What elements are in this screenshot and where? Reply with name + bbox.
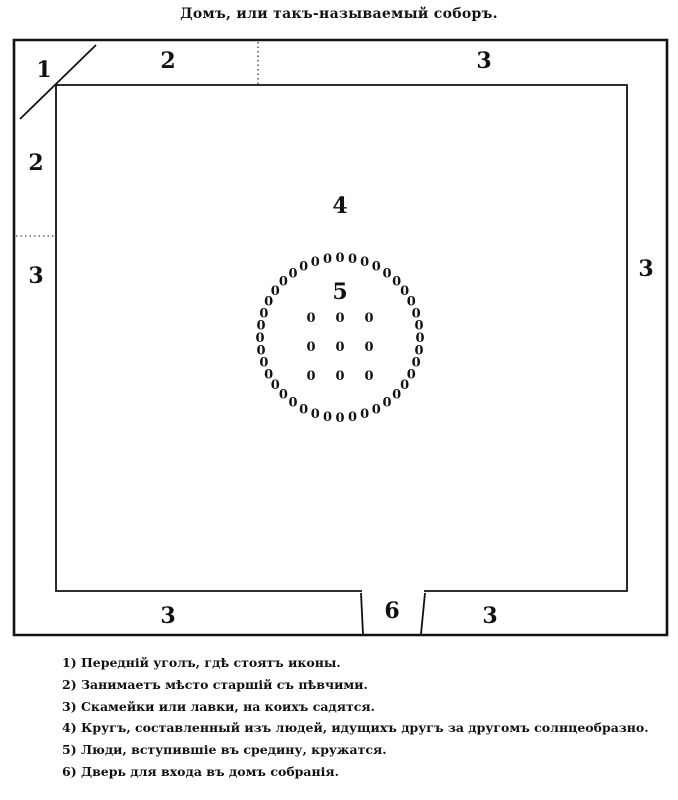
circle-person: 0 xyxy=(288,266,298,282)
circle-person: 0 xyxy=(264,294,274,310)
circle-person: 0 xyxy=(347,252,358,267)
circle-person: 0 xyxy=(270,284,280,299)
circle-person: 0 xyxy=(259,355,269,371)
circle-person: 0 xyxy=(256,318,266,334)
door-jamb-left xyxy=(361,593,363,634)
label-center-area: 4 xyxy=(332,193,348,219)
circle-person: 0 xyxy=(360,407,370,423)
inner-person: 0 xyxy=(335,369,345,384)
circle-person: 0 xyxy=(347,410,358,425)
circle-person: 0 xyxy=(278,387,288,403)
outer-wall xyxy=(14,40,667,635)
label-inner-people: 5 xyxy=(332,279,348,305)
circle-person: 0 xyxy=(335,411,345,426)
circle-person: 0 xyxy=(256,343,266,359)
circle-person: 0 xyxy=(392,387,402,403)
door-jamb-right xyxy=(421,593,425,634)
label-door: 6 xyxy=(384,598,400,624)
circle-person: 0 xyxy=(288,395,298,411)
circle-person: 0 xyxy=(406,294,416,310)
inner-wall xyxy=(56,85,627,591)
circle-person: 0 xyxy=(310,407,320,423)
circle-person: 0 xyxy=(322,252,333,267)
circle-person: 0 xyxy=(411,306,421,322)
label-benches-bottom-left: 3 xyxy=(160,603,176,629)
inner-people-group xyxy=(306,311,373,384)
circle-person: 0 xyxy=(406,367,416,383)
circle-person: 0 xyxy=(255,331,265,346)
inner-person: 0 xyxy=(306,340,316,355)
inner-person: 0 xyxy=(306,369,316,384)
circle-person: 0 xyxy=(392,274,402,290)
page-title: Домъ, или такъ-называемый соборъ. xyxy=(180,6,498,22)
circle-person: 0 xyxy=(360,254,370,270)
label-benches-bottom-right: 3 xyxy=(482,603,498,629)
corner-divider xyxy=(20,45,96,119)
legend-item: 5) Люди, вступившіе въ средину, кружатся. xyxy=(62,742,387,758)
circle-person: 0 xyxy=(382,395,392,411)
circle-person: 0 xyxy=(414,318,424,334)
circle-person: 0 xyxy=(382,266,392,282)
label-benches-top: 3 xyxy=(476,48,492,74)
circle-person: 0 xyxy=(371,402,381,418)
inner-person: 0 xyxy=(335,340,345,355)
circle-person: 0 xyxy=(322,410,333,425)
inner-person: 0 xyxy=(364,340,374,355)
label-benches-left: 3 xyxy=(28,263,44,289)
legend-item: 2) Занимаетъ мѣсто старшій съ пѣвчими. xyxy=(62,676,368,692)
circle-person: 0 xyxy=(310,254,320,270)
inner-person: 0 xyxy=(306,311,316,326)
circle-person: 0 xyxy=(414,343,424,359)
circle-person: 0 xyxy=(259,306,269,322)
circle-person: 0 xyxy=(400,378,410,393)
legend-item: 6) Дверь для входа въ домъ собранія. xyxy=(62,763,339,779)
legend-item: 4) Кругъ, составленный изъ людей, идущихъ другъ за другомъ солнцеобразно. xyxy=(62,720,649,736)
label-benches-right: 3 xyxy=(638,256,654,282)
legend-item: 3) Скамейки или лавки, на коихъ садятся. xyxy=(62,698,375,714)
legend-item: 1) Передній уголъ, гдѣ стоятъ иконы. xyxy=(62,655,341,670)
label-elder-top: 2 xyxy=(160,48,176,74)
circle-person: 0 xyxy=(264,367,274,383)
inner-person: 0 xyxy=(364,369,374,384)
circle-person: 0 xyxy=(299,259,309,275)
circle-person: 0 xyxy=(371,259,381,275)
circle-person: 0 xyxy=(400,284,410,299)
label-elder-left: 2 xyxy=(28,150,44,176)
circle-person: 0 xyxy=(335,251,345,266)
inner-person: 0 xyxy=(335,311,345,326)
circle-person: 0 xyxy=(411,355,421,371)
label-front-corner: 1 xyxy=(36,57,52,83)
circle-person: 0 xyxy=(270,378,280,393)
circle-person: 0 xyxy=(415,331,425,346)
circle-of-people xyxy=(255,251,424,426)
circle-person: 0 xyxy=(278,274,288,290)
circle-person: 0 xyxy=(299,402,309,418)
legend xyxy=(62,652,649,783)
inner-person: 0 xyxy=(364,311,374,326)
